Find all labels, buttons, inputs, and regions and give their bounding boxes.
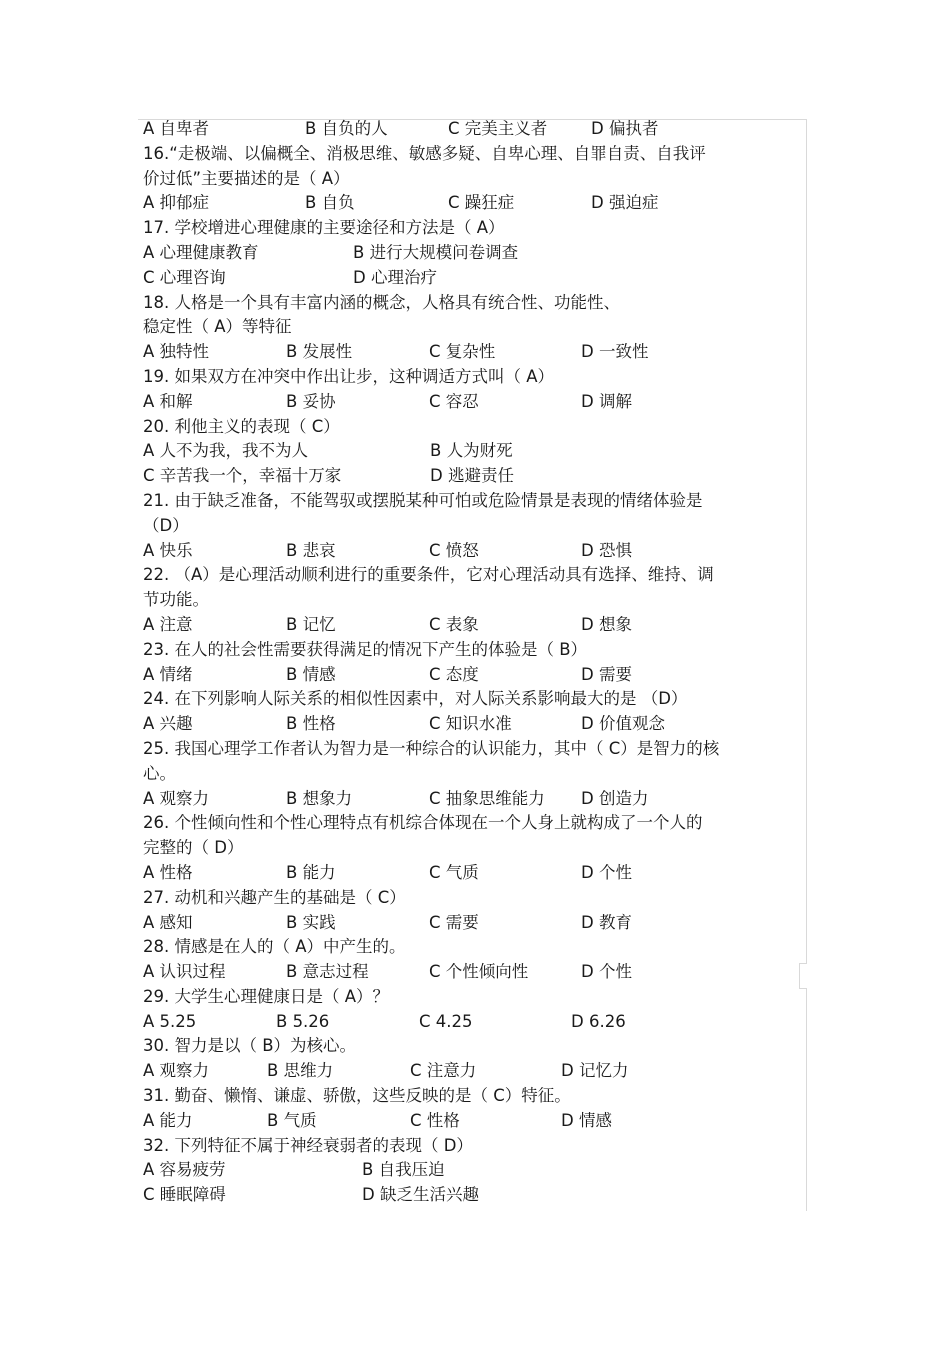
answer-option: C 性格: [410, 1110, 460, 1130]
option-row: [143, 439, 798, 464]
answer-option: C 气质: [429, 862, 479, 882]
answer-option: A 5.25: [143, 1011, 197, 1031]
answer-option: D 缺乏生活兴趣: [362, 1185, 479, 1205]
answer-option: D 创造力: [581, 788, 649, 808]
answer-option: B 意志过程: [286, 962, 369, 982]
answer-option: B 自负: [305, 193, 355, 213]
question-text: 22. （A）是心理活动顺利进行的重要条件，它对心理活动具有选择、维持、调: [143, 565, 714, 585]
option-row: [143, 191, 798, 216]
option-row: [143, 663, 798, 688]
answer-option: A 性格: [143, 862, 193, 882]
answer-option: B 悲哀: [286, 540, 336, 560]
answer-option: B 人为财死: [430, 441, 513, 461]
answer-option: A 独特性: [143, 342, 210, 362]
page-frame-notch: [799, 963, 807, 989]
question-text: 23. 在人的社会性需要获得满足的情况下产生的体验是（ B）: [143, 639, 588, 659]
answer-option: D 想象: [581, 614, 632, 634]
question-text: 19. 如果双方在冲突中作出让步，这种调适方式叫（ A）: [143, 366, 555, 386]
answer-option: A 观察力: [143, 788, 210, 808]
answer-option: A 容易疲劳: [143, 1160, 226, 1180]
answer-option: C 躁狂症: [448, 193, 515, 213]
answer-option: D 恐惧: [581, 540, 632, 560]
answer-option: D 调解: [581, 391, 632, 411]
option-row: [143, 911, 798, 936]
answer-option: C 辛苦我一个，幸福十万家: [143, 466, 342, 486]
option-row: [143, 1010, 798, 1035]
answer-option: D 一致性: [581, 342, 649, 362]
answer-option: B 能力: [286, 862, 336, 882]
answer-option: B 思维力: [267, 1061, 334, 1081]
page-frame-right-border: [806, 119, 807, 1211]
option-row: [143, 787, 798, 812]
answer-option: D 记忆力: [561, 1061, 629, 1081]
answer-option: A 快乐: [143, 540, 193, 560]
answer-option: D 6.26: [571, 1011, 626, 1031]
option-row: [143, 712, 798, 737]
question-text: 21. 由于缺乏准备，不能驾驭或摆脱某种可怕或危险情景是表现的情绪体验是: [143, 490, 703, 510]
answer-option: A 注意: [143, 614, 193, 634]
question-text: 28. 情感是在人的（ A）中产生的。: [143, 937, 406, 957]
answer-option: B 性格: [286, 714, 336, 734]
answer-option: B 5.26: [276, 1011, 330, 1031]
answer-option: A 认识过程: [143, 962, 226, 982]
option-row: [143, 861, 798, 886]
option-row: [143, 266, 798, 291]
answer-option: A 自卑者: [143, 119, 210, 138]
answer-option: A 观察力: [143, 1061, 210, 1081]
answer-option: A 感知: [143, 912, 193, 932]
question-text: 心。: [143, 763, 176, 783]
question-text: 20. 利他主义的表现（ C）: [143, 416, 340, 436]
answer-option: B 气质: [267, 1110, 317, 1130]
question-text: 16.“走极端、以偏概全、消极思维、敏感多疑、自卑心理、自罪自责、自我评: [143, 143, 706, 163]
answer-option: C 注意力: [410, 1061, 477, 1081]
answer-option: C 知识水准: [429, 714, 512, 734]
option-row: [143, 613, 798, 638]
question-text: 30. 智力是以（ B）为核心。: [143, 1036, 357, 1056]
question-text: 稳定性（ A）等特征: [143, 317, 292, 337]
answer-option: C 睡眠障碍: [143, 1185, 226, 1205]
question-list: [143, 117, 798, 1208]
answer-option: C 心理咨询: [143, 267, 226, 287]
option-row: [143, 241, 798, 266]
question-text: 17. 学校增进心理健康的主要途径和方法是（ A）: [143, 218, 505, 238]
answer-option: D 心理治疗: [353, 267, 437, 287]
answer-option: B 想象力: [286, 788, 353, 808]
answer-option: D 价值观念: [581, 714, 665, 734]
question-text: 29. 大学生心理健康日是（ A）？: [143, 986, 390, 1006]
answer-option: A 和解: [143, 391, 193, 411]
option-row: [143, 390, 798, 415]
option-row: [143, 1158, 798, 1183]
answer-option: A 能力: [143, 1110, 193, 1130]
answer-option: D 强迫症: [591, 193, 659, 213]
answer-option: D 个性: [581, 962, 632, 982]
answer-option: D 逃避责任: [430, 466, 514, 486]
answer-option: A 心理健康教育: [143, 242, 259, 262]
answer-option: C 抽象思维能力: [429, 788, 545, 808]
answer-option: C 需要: [429, 912, 479, 932]
option-row: [143, 1183, 798, 1208]
question-text: 31. 勤奋、懒惰、谦虚、骄傲，这些反映的是（ C）特征。: [143, 1086, 571, 1106]
answer-option: D 情感: [561, 1110, 612, 1130]
question-text: 18. 人格是一个具有丰富内涵的概念，人格具有统合性、功能性、: [143, 292, 620, 312]
question-text: 24. 在下列影响人际关系的相似性因素中，对人际关系影响最大的是 （D）: [143, 689, 688, 709]
question-text: 27. 动机和兴趣产生的基础是（ C）: [143, 887, 406, 907]
option-row: [143, 340, 798, 365]
answer-option: D 教育: [581, 912, 632, 932]
question-text: 价过低”主要描述的是（ A）: [143, 168, 350, 188]
answer-option: C 表象: [429, 614, 479, 634]
answer-option: B 实践: [286, 912, 336, 932]
answer-option: B 进行大规模问卷调查: [353, 242, 519, 262]
answer-option: B 自负的人: [305, 119, 388, 138]
answer-option: A 兴趣: [143, 714, 193, 734]
answer-option: C 个性倾向性: [429, 962, 529, 982]
option-row: [143, 960, 798, 985]
question-text: 26. 个性倾向性和个性心理特点有机综合体现在一个人身上就构成了一个人的: [143, 813, 703, 833]
answer-option: C 复杂性: [429, 342, 496, 362]
question-text: （D）: [143, 515, 189, 535]
option-row: [143, 539, 798, 564]
option-row: [143, 117, 798, 142]
answer-option: A 情绪: [143, 664, 193, 684]
answer-option: B 妥协: [286, 391, 336, 411]
answer-option: D 个性: [581, 862, 632, 882]
option-row: [143, 1109, 798, 1134]
answer-option: C 愤怒: [429, 540, 479, 560]
answer-option: C 完美主义者: [448, 119, 548, 138]
question-text: 节功能。: [143, 590, 209, 610]
answer-option: C 4.25: [419, 1011, 473, 1031]
answer-option: C 态度: [429, 664, 479, 684]
answer-option: B 记忆: [286, 614, 336, 634]
option-row: [143, 1059, 798, 1084]
answer-option: C 容忍: [429, 391, 479, 411]
answer-option: B 情感: [286, 664, 336, 684]
answer-option: B 自我压迫: [362, 1160, 445, 1180]
question-text: 32. 下列特征不属于神经衰弱者的表现（ D）: [143, 1135, 473, 1155]
answer-option: B 发展性: [286, 342, 353, 362]
question-text: 完整的（ D）: [143, 838, 244, 858]
option-row: [143, 464, 798, 489]
answer-option: D 需要: [581, 664, 632, 684]
question-text: 25. 我国心理学工作者认为智力是一种综合的认识能力，其中（ C）是智力的核: [143, 738, 720, 758]
answer-option: A 人不为我，我不为人: [143, 441, 309, 461]
answer-option: D 偏执者: [591, 119, 659, 138]
answer-option: A 抑郁症: [143, 193, 210, 213]
